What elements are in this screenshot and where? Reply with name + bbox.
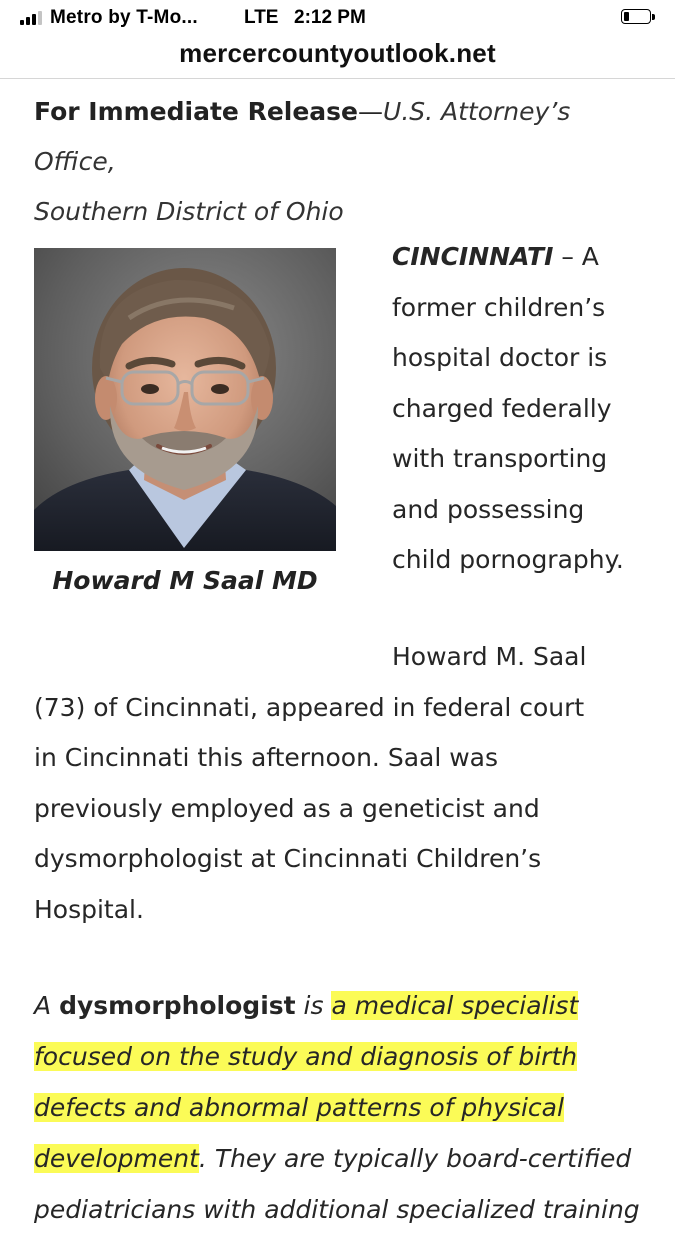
cellular-signal-icon <box>20 9 46 25</box>
def-highlight-4: development <box>34 1144 199 1173</box>
portrait-photo <box>34 248 336 551</box>
lead-line-4: charged federally <box>392 393 612 423</box>
dateline-city: CINCINNATI <box>392 242 554 271</box>
url-text[interactable]: mercercountyoutlook.net <box>179 38 496 68</box>
body-line-2: (73) of Cincinnati, appeared in federal court <box>34 692 585 722</box>
def-highlight-2: focused on the study and diagnosis of birth <box>34 1042 578 1071</box>
lead-line-7: child pornography. <box>392 545 624 574</box>
body-line-6: Hospital. <box>34 894 144 924</box>
lead-line-5: with transporting <box>392 444 608 473</box>
body-paragraph <box>34 632 664 935</box>
definition-paragraph <box>34 980 674 1235</box>
address-bar[interactable] <box>0 36 675 79</box>
release-header <box>34 87 654 237</box>
def-highlight-1: a medical specialist <box>331 991 579 1020</box>
def-highlight-3: defects and abnormal patterns of physical <box>34 1093 564 1122</box>
def-term: dysmorphologist <box>59 991 296 1020</box>
release-source-line2: Southern District of Ohio <box>34 197 344 226</box>
def-article: A <box>34 991 60 1020</box>
body-line-3: in Cincinnati this afternoon. Saal was <box>34 743 499 772</box>
lead-line-1: – A <box>553 242 599 271</box>
photo-caption: Howard M Saal MD <box>52 566 318 595</box>
lead-paragraph <box>392 232 662 586</box>
def-line-5: pediatricians with additional specialized training <box>34 1195 640 1224</box>
battery-icon <box>621 9 657 26</box>
status-bar <box>0 0 675 36</box>
release-dash: — <box>358 97 384 126</box>
body-line-5: dysmorphologist at Cincinnati Children’s <box>34 844 542 873</box>
body-line-1: Howard M. Saal <box>392 642 587 671</box>
lead-line-6: and possessing <box>392 494 585 524</box>
def-line-4-rest: . They are typically board-certified <box>198 1144 632 1173</box>
carrier-name: Metro by T-Mo... <box>50 7 198 28</box>
release-source-line1: U.S. Attorney’s Office, <box>34 97 571 176</box>
release-label: For Immediate Release <box>34 97 359 126</box>
lead-line-2: former children’s <box>392 292 606 322</box>
def-is: is <box>295 991 332 1020</box>
network-type: LTE <box>244 7 279 28</box>
status-time: 2:12 PM <box>294 7 366 28</box>
body-line-4: previously employed as a geneticist and <box>34 793 540 823</box>
lead-line-3: hospital doctor is <box>392 343 608 372</box>
